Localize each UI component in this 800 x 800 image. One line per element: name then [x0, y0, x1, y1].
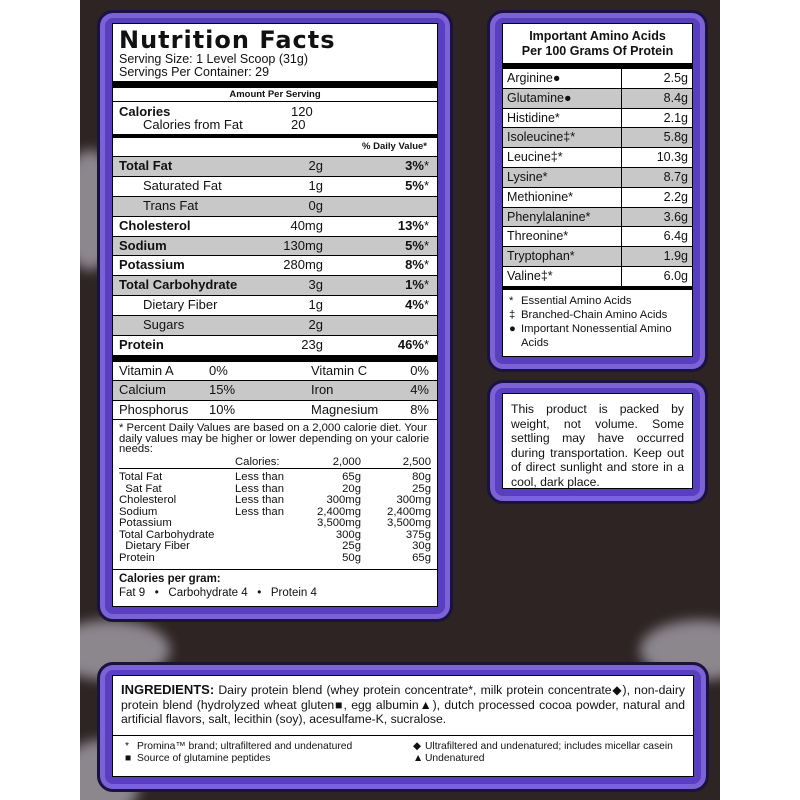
amino-acid-row	[503, 69, 692, 88]
column-divider	[621, 89, 622, 108]
table-cell: 300g	[335, 528, 361, 541]
daily-value-mark: *	[423, 297, 429, 313]
nutrient-amount: 40mg	[290, 217, 323, 233]
table-cell: Protein	[119, 551, 155, 564]
nutrient-label: Protein	[119, 337, 164, 353]
nutrition-facts-title: Nutrition Facts	[119, 26, 336, 54]
table-header-2500: 2,500	[402, 455, 431, 468]
nutrient-label: Potassium	[119, 257, 185, 273]
nutrient-label: Dietary Fiber	[143, 297, 218, 313]
amino-acid-row	[503, 127, 692, 147]
note-mark: ◆	[413, 740, 421, 752]
amino-acid-name: Glutamine●	[507, 90, 572, 105]
ingredients-panel	[97, 662, 709, 792]
amino-acid-name: Tryptophan*	[507, 249, 575, 264]
amino-acid-row	[503, 167, 692, 187]
calories-fat-value: 20	[291, 117, 306, 132]
table-cell: 25g	[412, 482, 431, 495]
daily-value-table-row	[119, 553, 431, 565]
daily-value-header: % Daily Value*	[362, 141, 427, 152]
serving-size: Serving Size: 1 Level Scoop (31g)	[119, 52, 308, 66]
daily-value-table-header	[119, 457, 431, 470]
ingredients-paragraph	[121, 683, 685, 727]
nutrition-facts-panel	[97, 10, 453, 622]
amino-acid-value: 2.2g	[663, 189, 688, 204]
amino-acids-title	[503, 24, 692, 63]
vitamin-label: Vitamin A	[119, 362, 174, 378]
vitamin-value: 4%	[410, 382, 429, 398]
legend-item	[509, 308, 686, 322]
nutrient-amount: 280mg	[283, 257, 323, 273]
calories-fat-row	[119, 118, 431, 134]
vitamin-value: 0%	[209, 362, 228, 378]
amino-acid-row	[503, 207, 692, 227]
amino-acid-value: 8.4g	[663, 90, 688, 105]
legend-item	[509, 294, 686, 308]
table-cell: Less than	[235, 494, 284, 507]
nutrient-label: Total Carbohydrate	[119, 277, 238, 293]
table-cell: 20g	[342, 482, 361, 495]
column-divider	[621, 109, 622, 128]
table-cell: Potassium	[119, 517, 172, 530]
storage-box	[502, 393, 693, 489]
storage-text: This product is packed by weight, not volume. Some settling may have occurred during transportation. Keep out of direct sunlight and store in a cool, dark place.	[511, 402, 684, 489]
legend-mark: ●	[509, 322, 516, 335]
ingredients-label: INGREDIENTS:	[121, 682, 215, 697]
column-divider	[621, 148, 622, 167]
amino-acid-value: 2.1g	[663, 110, 688, 125]
daily-value-percent: 5%	[405, 237, 424, 253]
amino-acid-name: Lysine*	[507, 169, 548, 184]
nutrient-amount: 1g	[308, 177, 323, 193]
amino-acid-name: Valine‡*	[507, 268, 553, 283]
table-cell: Total Fat	[119, 471, 163, 484]
ingredient-note	[125, 741, 352, 753]
divider	[113, 81, 437, 88]
daily-value-mark: *	[423, 337, 429, 353]
vitamin-label: Vitamin C	[311, 362, 368, 378]
nutrient-amount: 3g	[308, 277, 323, 293]
nutrient-row	[113, 315, 437, 335]
amino-acid-row	[503, 266, 692, 286]
amino-acid-value: 2.5g	[663, 71, 688, 85]
table-cell: 300mg	[396, 494, 431, 507]
nutrient-label: Trans Fat	[143, 197, 199, 213]
table-cell: Cholesterol	[119, 494, 177, 507]
nutrient-row	[113, 275, 437, 295]
ingredients-text: Dairy protein blend (whey protein concentrate*, milk protein concentrate◆), non-dairy protein blend (hydrolyzed wheat gluten■, egg albumin▲), dutch processed cocoa powder, natural and artificial flavors, salt, lecithin (soy), acesulfame-K, sucralose.	[121, 683, 685, 726]
daily-value-percent: 4%	[405, 297, 424, 313]
column-divider	[621, 168, 622, 187]
vitamin-label: Phosphorus	[119, 401, 189, 417]
amino-acid-name: Histidine*	[507, 110, 560, 125]
legend-text: Branched-Chain Amino Acids	[521, 308, 668, 321]
amino-acid-row	[503, 226, 692, 246]
note-mark: ▲	[413, 752, 424, 764]
daily-value-table-rows	[119, 472, 431, 564]
amino-acid-value: 3.6g	[663, 209, 688, 224]
nutrient-rows	[119, 156, 431, 355]
servings-per-container: Servings Per Container: 29	[119, 65, 270, 79]
column-divider	[621, 247, 622, 266]
table-cell: 65g	[342, 471, 361, 484]
calories-label: Calories	[119, 104, 171, 119]
ingredient-note	[413, 741, 673, 753]
calories-fat-label: Calories from Fat	[143, 117, 243, 132]
nutrient-daily-value	[405, 237, 429, 256]
amino-acids-panel	[487, 10, 708, 372]
daily-value-mark: *	[423, 217, 429, 233]
table-cell: Sat Fat	[119, 482, 162, 495]
nutrient-label: Sodium	[119, 237, 167, 253]
amino-acid-row	[503, 88, 692, 108]
table-cell: Less than	[235, 471, 284, 484]
amino-acid-row	[503, 108, 692, 128]
nutrient-label: Sugars	[143, 317, 185, 333]
amino-acid-value: 5.8g	[663, 130, 688, 145]
calories-value: 120	[291, 104, 313, 119]
nutrient-label: Saturated Fat	[143, 177, 222, 193]
daily-value-percent: 46%	[397, 337, 424, 353]
nutrient-row	[113, 255, 437, 275]
table-cell: 300mg	[326, 494, 361, 507]
ingredients-box	[112, 675, 694, 777]
table-cell: 3,500mg	[387, 517, 431, 530]
nutrient-daily-value	[405, 177, 429, 196]
table-cell: 80g	[412, 471, 431, 484]
vitamin-value: 8%	[410, 401, 429, 417]
nutrient-daily-value	[405, 157, 429, 176]
table-cell: Dietary Fiber	[119, 540, 190, 553]
table-cell: 65g	[412, 551, 431, 564]
column-divider	[621, 69, 622, 88]
amino-acid-name: Arginine●	[507, 71, 561, 85]
daily-value-mark: *	[423, 277, 429, 293]
nutrient-row	[113, 156, 437, 176]
amino-acids-title-line1: Important Amino Acids	[529, 29, 666, 43]
amino-acids-table	[502, 23, 693, 357]
column-divider	[621, 267, 622, 286]
calories-row	[119, 102, 431, 118]
legend-mark: *	[509, 294, 514, 307]
column-divider	[621, 227, 622, 246]
calories-per-gram-label: Calories per gram:	[119, 573, 221, 586]
nutrient-amount: 23g	[301, 337, 323, 353]
table-cell: 30g	[412, 540, 431, 553]
nutrient-row	[113, 216, 437, 236]
table-header-2000: 2,000	[332, 455, 361, 468]
daily-value-mark: *	[423, 237, 429, 253]
vitamin-row	[113, 380, 437, 400]
nutrient-daily-value	[405, 256, 429, 275]
nutrient-daily-value	[398, 217, 429, 236]
table-cell: Total Carbohydrate	[119, 528, 215, 541]
legend-item	[509, 322, 686, 350]
nutrient-amount: 2g	[308, 158, 323, 173]
amount-per-serving: Amount Per Serving	[229, 89, 321, 100]
nutrient-daily-value	[405, 296, 429, 315]
amino-acid-value: 10.3g	[656, 150, 688, 165]
amino-acid-name: Leucine‡*	[507, 150, 563, 165]
divider	[113, 355, 437, 362]
nutrient-row	[113, 176, 437, 196]
nutrient-daily-value	[405, 276, 429, 295]
table-cell: Less than	[235, 482, 284, 495]
table-cell: 375g	[405, 528, 431, 541]
amino-acid-value: 6.0g	[663, 268, 688, 283]
column-divider	[621, 188, 622, 207]
amino-acid-value: 8.7g	[663, 169, 688, 184]
vitamin-value: 10%	[209, 401, 236, 417]
nutrient-label: Total Fat	[119, 158, 173, 173]
nutrient-row	[113, 196, 437, 216]
amino-acid-value: 1.9g	[663, 249, 688, 264]
nutrient-amount: 1g	[308, 297, 323, 313]
table-cell: 2,400mg	[387, 505, 431, 518]
daily-value-table-row	[119, 541, 431, 553]
daily-value-mark: *	[423, 158, 429, 173]
vitamin-value: 0%	[410, 362, 429, 378]
amino-acid-name: Phenylalanine*	[507, 209, 591, 224]
daily-value-mark: *	[423, 257, 429, 273]
ingredient-note	[125, 753, 270, 765]
ingredient-note	[413, 753, 485, 765]
daily-value-percent: 13%	[397, 217, 424, 233]
column-divider	[621, 128, 622, 147]
amino-acid-name: Isoleucine‡*	[507, 130, 576, 145]
table-cell: Sodium	[119, 505, 158, 518]
note-text: Ultrafiltered and undenatured; includes micellar casein	[425, 740, 673, 752]
vitamin-label: Iron	[311, 382, 334, 398]
legend-text: Important Nonessential Amino Acids	[521, 322, 672, 349]
table-cell: 50g	[342, 551, 361, 564]
amino-acid-name: Methionine*	[507, 189, 574, 204]
daily-value-footnote: * Percent Daily Values are based on a 2,000 calorie diet. Your daily values may be higher or lower depending on your calorie needs:	[119, 422, 430, 456]
daily-value-percent: 1%	[405, 277, 424, 293]
nutrient-amount: 0g	[308, 197, 323, 213]
storage-panel	[487, 380, 708, 504]
nutrient-label: Cholesterol	[119, 217, 191, 233]
table-header-calories: Calories:	[235, 455, 280, 468]
calories-per-gram: Fat 9 • Carbohydrate 4 • Protein 4	[119, 587, 317, 600]
vitamin-row	[113, 362, 437, 381]
vitamin-label: Calcium	[119, 382, 166, 398]
daily-value-percent: 8%	[405, 257, 424, 273]
vitamin-value: 15%	[209, 382, 236, 398]
vitamin-row	[113, 400, 437, 420]
nutrition-facts-label	[112, 23, 438, 607]
nutrient-row	[113, 295, 437, 315]
note-mark: *	[125, 740, 130, 752]
daily-value-table	[119, 457, 431, 565]
note-text: Promina™ brand; ultrafiltered and undenatured	[137, 740, 353, 752]
nutrient-amount: 2g	[308, 317, 323, 333]
nutrient-row	[113, 236, 437, 256]
nutrient-amount: 130mg	[283, 237, 323, 253]
legend-text: Essential Amino Acids	[521, 294, 632, 307]
amino-acid-rows	[503, 69, 692, 286]
daily-value-mark: *	[423, 177, 429, 193]
table-cell: 25g	[342, 540, 361, 553]
vitamin-rows	[119, 362, 431, 420]
ingredients-notes	[113, 735, 693, 771]
amino-acids-title-line2: Per 100 Grams Of Protein	[521, 44, 674, 58]
vitamin-label: Magnesium	[311, 401, 379, 417]
note-text: Undenatured	[425, 752, 485, 764]
nutrient-daily-value	[398, 336, 429, 355]
legend-mark: ‡	[509, 308, 516, 321]
amino-acid-value: 6.4g	[663, 229, 688, 244]
amino-acid-row	[503, 147, 692, 167]
nutrient-row	[113, 335, 437, 355]
note-mark: ■	[125, 752, 132, 764]
table-cell: Less than	[235, 505, 284, 518]
amino-acids-legend	[503, 290, 692, 354]
table-cell: 3,500mg	[317, 517, 361, 530]
note-text: Source of glutamine peptides	[137, 752, 271, 764]
table-cell: 2,400mg	[317, 505, 361, 518]
column-divider	[621, 208, 622, 227]
amino-acid-row	[503, 187, 692, 207]
daily-value-percent: 5%	[405, 177, 424, 193]
amino-acid-name: Threonine*	[507, 229, 569, 244]
daily-value-percent: 3%	[405, 158, 424, 173]
amino-acid-row	[503, 246, 692, 266]
